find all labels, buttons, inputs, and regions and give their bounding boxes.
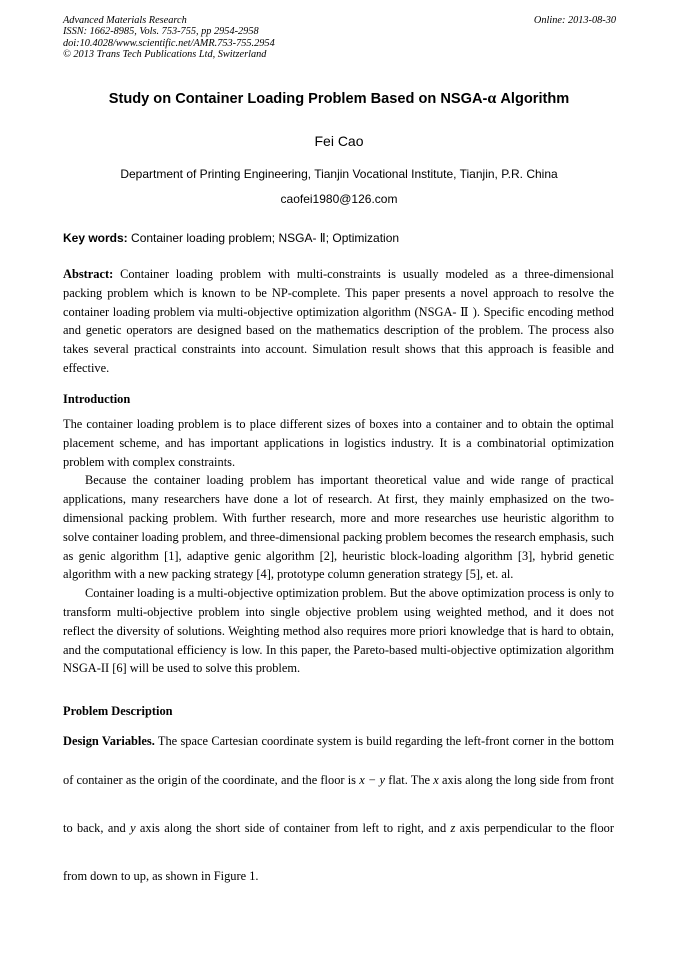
design-variables-paragraph	[63, 726, 614, 900]
intro-paragraph-3: Container loading is a multi-objective optimization problem. But the above optimization process is only to transform multi-objective problem into single objective problem using weighted method, and it does not reflect the diversity of solutions. Weighting method also requires more priori knowledge that is hard to obtain, and the computational efficiency is low. In this paper, the Pareto-based multi-objective optimization algorithm NSGA-II [6] will be used to solve this problem.	[63, 586, 614, 676]
introduction-body	[63, 415, 614, 678]
abstract-label: Abstract:	[63, 267, 114, 281]
intro-paragraph-1: The container loading problem is to place different sizes of boxes into a container and to obtain the optimal placement scheme, and has important applications in logistics industry. It is a combinatorial optimization problem with complex constraints.	[63, 417, 614, 469]
introduction-heading: Introduction	[63, 392, 131, 406]
title-alpha: α	[487, 90, 497, 107]
math-x-minus-y: x − y	[359, 773, 385, 787]
design-text-2: flat. The	[384, 773, 434, 787]
math-y: y	[130, 821, 136, 835]
journal-header	[63, 15, 616, 60]
abstract	[63, 265, 614, 378]
author-email: caofei1980@126.com	[280, 192, 398, 206]
design-text-5: axis perpendicular to the floor from down to up, as shown in Figure 1.	[63, 821, 614, 883]
intro-paragraph-2: Because the container loading problem has important theoretical value and wide range of practical applications, many researchers have done a lot of research. At first, they mainly emphasized on the two-dimensional packing problem. With further research, more and more researches use heuristic algorithm to solve container loading problem, and three-dimensional packing problem becomes the research emphasis, such as genic algorithm [1], adaptive genic algorithm [2], heuristic block-loading algorithm [3], hybrid genetic algorithm with a new packing strategy [4], prototype column generation strategy [5], et. al.	[63, 473, 614, 582]
design-text-3: axis along the long side from front to back, and	[63, 773, 615, 835]
problem-description-heading: Problem Description	[63, 704, 173, 718]
keywords-text: Container loading problem; NSGA- Ⅱ; Optimization	[127, 231, 400, 245]
paper-title	[0, 90, 678, 108]
keywords	[63, 231, 616, 245]
design-text-4: axis along the short side of container from left to right, and	[135, 821, 451, 835]
doi: doi:10.4028/www.scientific.net/AMR.753-755.2954	[63, 37, 275, 49]
keywords-label: Key words:	[63, 231, 128, 245]
math-x: x	[433, 773, 439, 787]
design-text-1: The space Cartesian coordinate system is build regarding the left-front corner in the bottom of container as the origin of the coordinate, and the floor is	[63, 734, 614, 787]
online-date: Online: 2013-08-30	[533, 15, 616, 26]
design-variables-label: Design Variables.	[63, 734, 155, 748]
copyright: © 2013 Trans Tech Publications Ltd, Switzerland	[63, 48, 267, 60]
math-z: z	[450, 821, 456, 835]
issn: ISSN: 1662-8985, Vols. 753-755, pp 2954-2958	[63, 26, 259, 38]
title-suffix: Algorithm	[496, 91, 570, 107]
affiliation: Department of Printing Engineering, Tianjin Vocational Institute, Tianjin, P.R. China	[120, 167, 558, 181]
title-prefix: Study on Container Loading Problem Based on NSGA-	[108, 91, 488, 107]
author-name: Fei Cao	[314, 133, 364, 149]
journal-name: Advanced Materials Research	[63, 15, 187, 26]
abstract-text: Container loading problem with multi-constraints is usually modeled as a three-dimensional packing problem which is known to be NP-complete. This paper presents a novel approach to resolve the container loading problem via multi-objective optimization algorithm (NSGA- Ⅱ ). Specific encoding method and genetic operators are designed based on the mathematics description of the problem. The process also takes several practical constraints into account. Simulation result shows that this approach is feasible and effective.	[63, 267, 614, 375]
